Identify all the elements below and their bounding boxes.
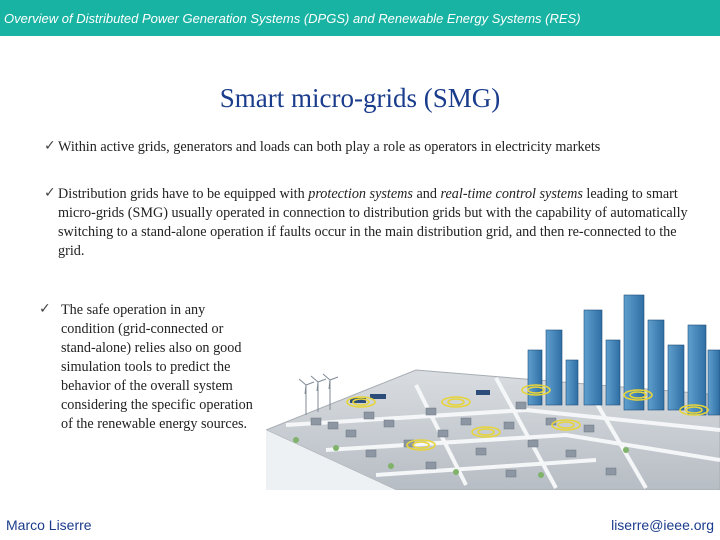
- bullet-active-grids: Within active grids, generators and loads can both play a role as operators in electricity markets: [58, 139, 601, 155]
- bullet2-italic-protection: protection systems: [308, 186, 413, 202]
- check-icon: ✓: [39, 301, 51, 317]
- header-bar: [0, 0, 720, 36]
- bullet2-part1: Distribution grids have to be equipped with: [58, 186, 309, 202]
- bullet-distribution-grids: [58, 185, 698, 261]
- footer-email: liserre@ieee.org: [611, 517, 714, 533]
- header-title: Overview of Distributed Power Generation Systems (DPGS) and Renewable Energy Systems (RES): [4, 11, 581, 26]
- bullet2-part3: leading to smart micro-grids (SMG) usually operated in connection to distribution grids but with the capability of automatically switching to a stand-alone operation if faults occur in the main distribution grid, and then re-connected to the grid.: [58, 186, 688, 259]
- footer-author: Marco Liserre: [6, 517, 92, 533]
- bullet-safe-operation: The safe operation in any condition (grid-connected or stand-alone) relies also on good simulation tools to predict the behavior of the overall system considering the specific operation of the renewable energy sources.: [61, 302, 253, 432]
- check-icon: ✓: [44, 138, 56, 154]
- check-icon: ✓: [44, 185, 56, 201]
- bullet2-italic-control: real-time control systems: [440, 186, 583, 202]
- smart-city-micro-grid-illustration: [266, 290, 720, 490]
- bullet2-part2: and: [412, 186, 441, 202]
- slide-title: Smart micro-grids (SMG): [219, 83, 501, 113]
